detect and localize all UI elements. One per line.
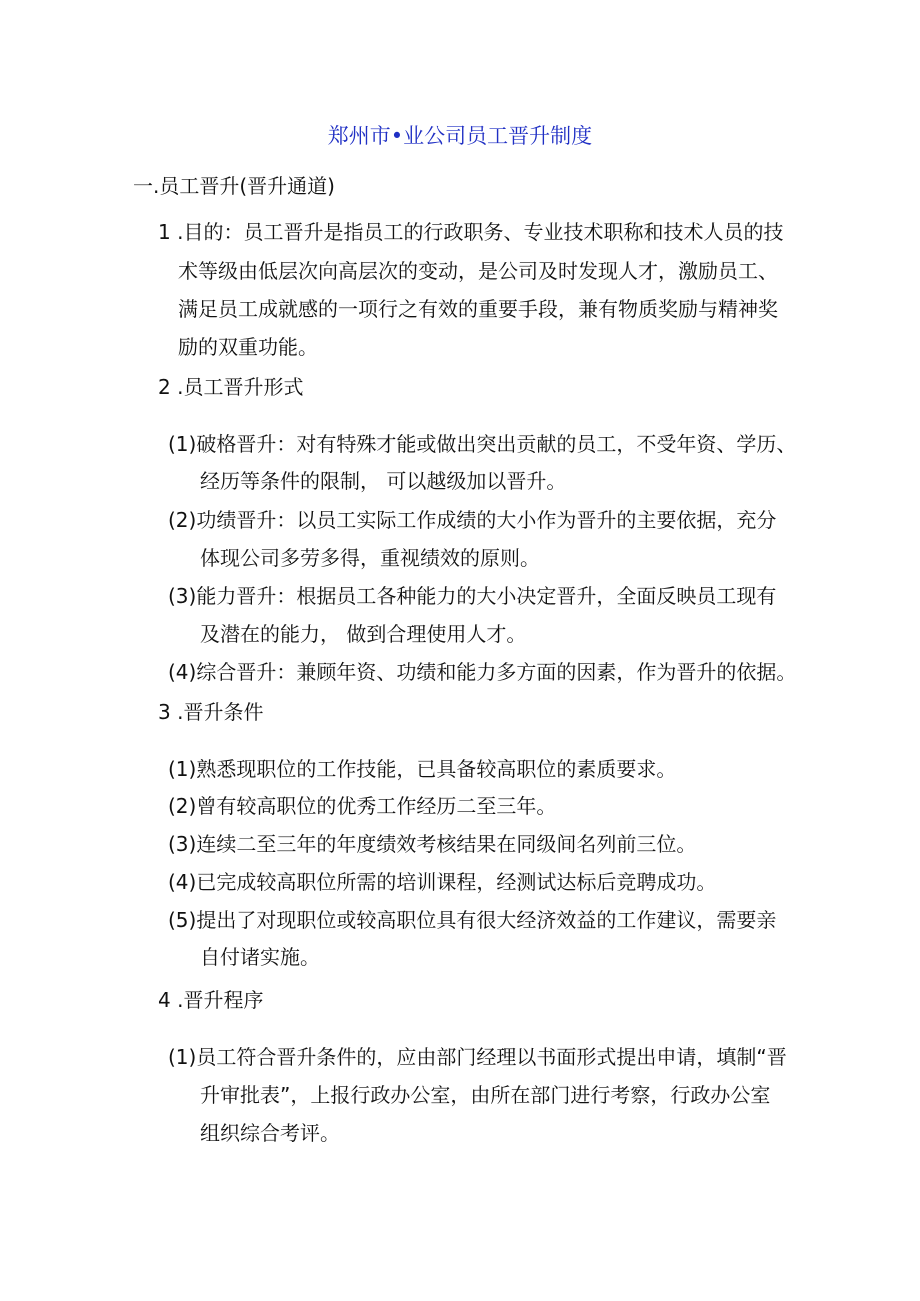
purpose-line-2: 术等级由低层次向高层次的变动，是公司及时发现人才，激励员工、 [178, 259, 778, 283]
forms-heading: 2 .员工晋升形式 [158, 375, 304, 399]
forms-line-4: 体现公司多劳多得，重视绩效的原则。 [200, 546, 540, 570]
conditions-line-6: 自付诸实施。 [200, 945, 320, 969]
forms-line-7: (4)综合晋升：兼顾年资、功绩和能力多方面的因素，作为晋升的依据。 [168, 660, 797, 684]
purpose-line-3: 满足员工成就感的一项行之有效的重要手段，兼有物质奖励与精神奖 [178, 297, 778, 321]
conditions-heading: 3 .晋升条件 [158, 700, 264, 724]
forms-line-2: 经历等条件的限制， 可以越级加以晋升。 [200, 469, 567, 493]
purpose-line-4: 励的双重功能。 [178, 335, 318, 359]
conditions-line-5: (5)提出了对现职位或较高职位具有很大经济效益的工作建议，需要亲 [168, 908, 777, 932]
procedure-heading: 4 .晋升程序 [158, 988, 264, 1012]
document-title: 郑州市•业公司员工晋升制度 [327, 124, 593, 148]
forms-line-3: (2)功绩晋升：以员工实际工作成绩的大小作为晋升的主要依据，充分 [168, 508, 777, 532]
conditions-line-2: (2)曾有较高职位的优秀工作经历二至三年。 [168, 794, 557, 818]
procedure-line-2: 升审批表”，上报行政办公室，由所在部门进行考察，行政办公室 [200, 1083, 771, 1107]
forms-line-5: (3)能力晋升：根据员工各种能力的大小决定晋升，全面反映员工现有 [168, 584, 777, 608]
purpose-line-1: 1 .目的：员工晋升是指员工的行政职务、专业技术职称和技术人员的技 [158, 220, 784, 244]
procedure-line-1: (1)员工符合晋升条件的，应由部门经理以书面形式提出申请，填制“晋 [168, 1045, 787, 1069]
conditions-line-4: (4)已完成较高职位所需的培训课程，经测试达标后竞聘成功。 [168, 870, 717, 894]
conditions-line-1: (1)熟悉现职位的工作技能，已具备较高职位的素质要求。 [168, 757, 677, 781]
section-heading: 一.员工晋升(晋升通道) [133, 174, 335, 198]
conditions-line-3: (3)连续二至三年的年度绩效考核结果在同级间名列前三位。 [168, 832, 697, 856]
forms-line-6: 及潜在的能力， 做到合理使用人才。 [200, 622, 527, 646]
procedure-line-3: 组织综合考评。 [200, 1121, 340, 1145]
forms-line-1: (1)破格晋升：对有特殊才能或做出突出贡献的员工，不受年资、学历、 [168, 432, 797, 456]
